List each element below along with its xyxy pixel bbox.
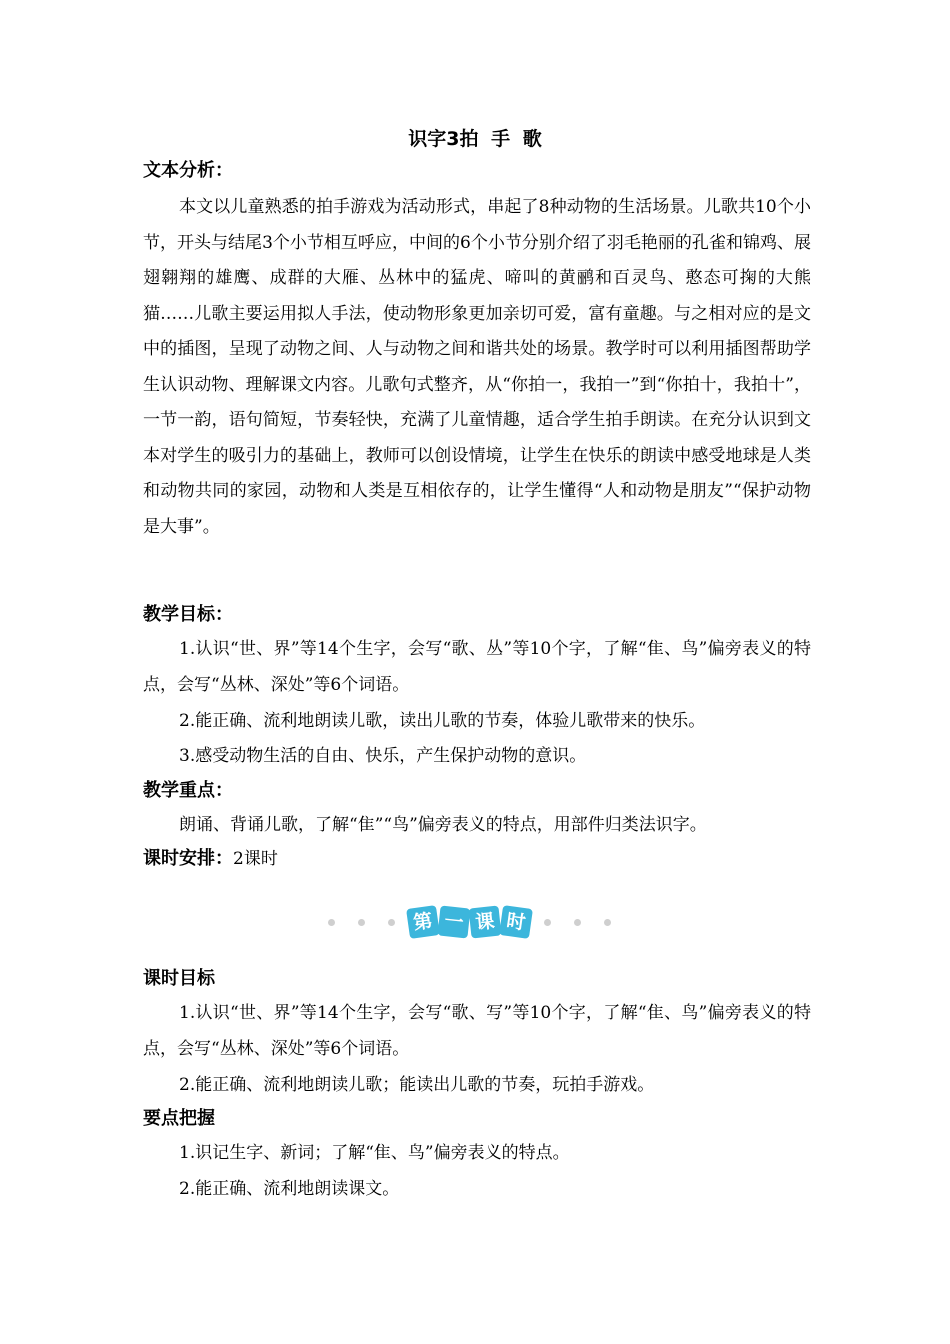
divider-dot: [574, 919, 581, 926]
divider-dot: [388, 919, 395, 926]
teaching-focus-body: 朗诵、背诵儿歌，了解“隹”“鸟”偏旁表义的特点，用部件归类法识字。: [179, 815, 707, 835]
teaching-goals-heading: 教学目标：: [143, 604, 233, 625]
schedule-line: [143, 846, 278, 872]
lesson-divider: [320, 898, 620, 946]
lesson-goal-item-2: 2.能正确、流利地朗读儿歌；能读出儿歌的节奏，玩拍手游戏。: [179, 1075, 655, 1095]
schedule-value: 2课时: [233, 849, 278, 869]
teaching-goal-item-2: 2.能正确、流利地朗读儿歌，读出儿歌的节奏，体验儿歌带来的快乐。: [179, 711, 706, 731]
lesson-title: 识字3拍 手 歌: [408, 128, 542, 150]
text-analysis-heading: 文本分析：: [143, 160, 233, 181]
first-lesson-badge: [408, 904, 532, 940]
badge-char: 课: [469, 906, 502, 939]
divider-dot: [544, 919, 551, 926]
teaching-focus-heading: 教学重点：: [143, 780, 233, 801]
lesson-goals-heading: 课时目标: [143, 968, 215, 989]
badge-char: 时: [499, 905, 533, 939]
badge-char: 一: [438, 906, 471, 939]
divider-dot: [604, 919, 611, 926]
text-analysis-body: 本文以儿童熟悉的拍手游戏为活动形式，串起了8种动物的生活场景。儿歌共10个小节，开头与结尾3个小节相互呼应，中间的6个小节分别介绍了羽毛艳丽的孔雀和锦鸡、展翅翱翔的雄鹰、成群的大雁、丛林中的猛虎、啼叫的黄鹂和百灵鸟、憨态可掬的大熊猫……儿歌主要运用拟人手法，使动物形象更加亲切可爱，富有童趣。与之相对应的是文中的插图，呈现了动物之间、人与动物之间和谐共处的场景。教学时可以利用插图帮助学生认识动物、理解课文内容。儿歌句式整齐，从“你拍一，我拍一”到“你拍十，我拍十”，一节一韵，语句简短，节奏轻快，充满了儿童情趣，适合学生拍手朗读。在充分认识到文本对学生的吸引力的基础上，教师可以创设情境，让学生在快乐的朗读中感受地球是人类和动物共同的家园，动物和人类是互相依存的，让学生懂得“人和动物是朋友”“保护动物是大事”。: [143, 197, 811, 537]
teaching-goal-item-1: 1.认识“世、界”等14个生字，会写“歌、丛”等10个字，了解“隹、鸟”偏旁表义的特点，会写“丛林、深处”等6个词语。: [143, 639, 811, 695]
badge-char: 第: [406, 905, 440, 939]
divider-dot: [328, 919, 335, 926]
lesson-goal-item-1: 1.认识“世、界”等14个生字，会写“歌、写”等10个字，了解“隹、鸟”偏旁表义的特点，会写“丛林、深处”等6个词语。: [143, 1003, 811, 1059]
key-points-heading: 要点把握: [143, 1108, 215, 1129]
key-point-item-2: 2.能正确、流利地朗读课文。: [179, 1179, 400, 1199]
divider-dot: [358, 919, 365, 926]
schedule-heading: 课时安排：: [143, 848, 233, 869]
teaching-goal-item-3: 3.感受动物生活的自由、快乐，产生保护动物的意识。: [179, 746, 587, 766]
key-point-item-1: 1.识记生字、新词；了解“隹、鸟”偏旁表义的特点。: [179, 1143, 570, 1163]
